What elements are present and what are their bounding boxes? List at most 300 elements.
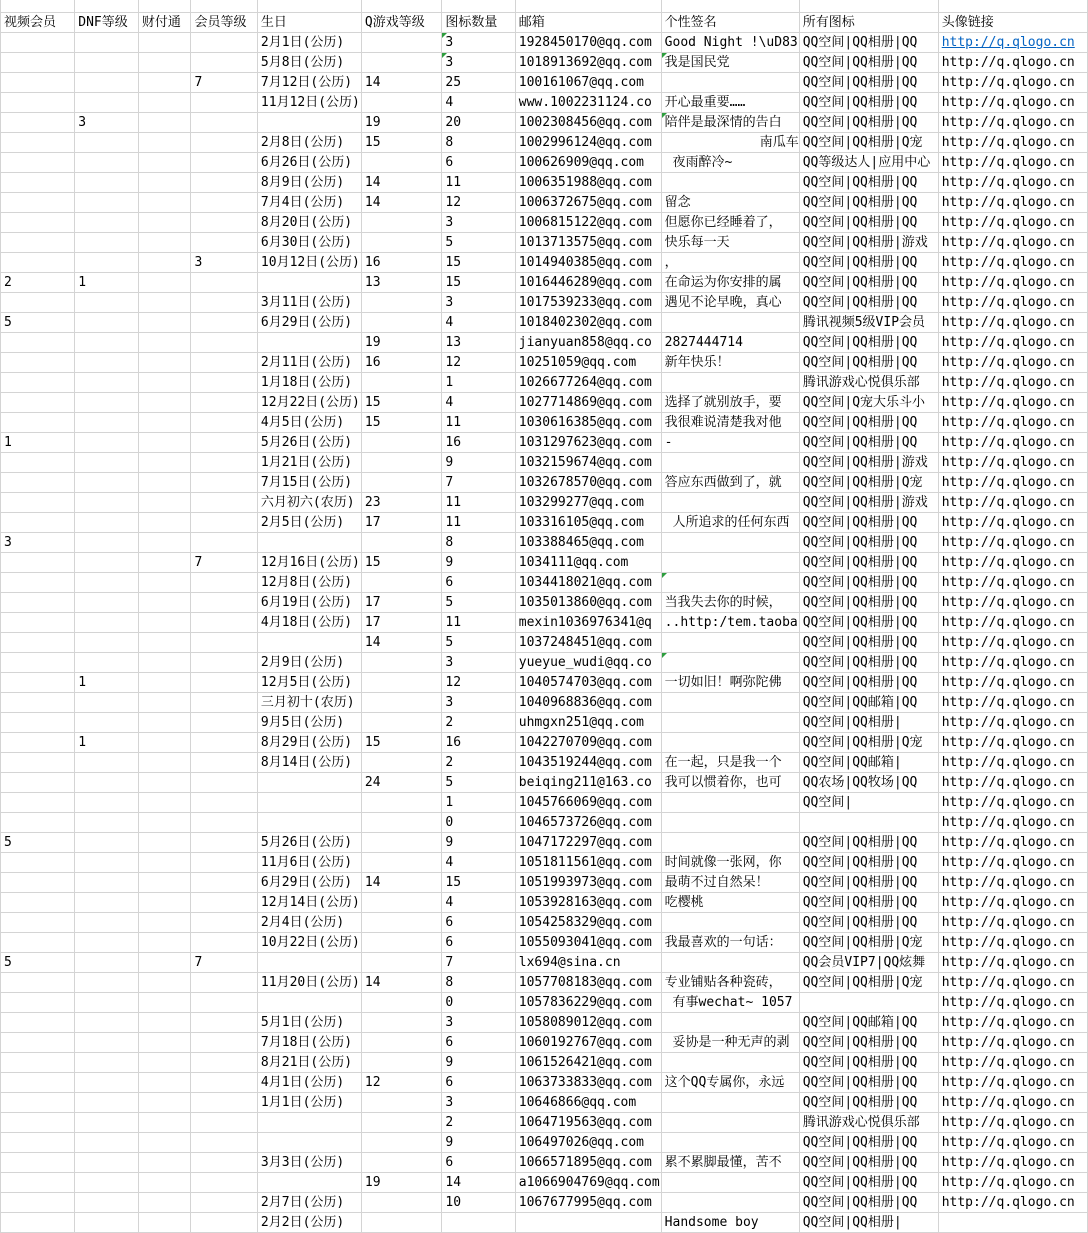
cell-vip_level[interactable] bbox=[191, 212, 257, 232]
cell-vip_level[interactable] bbox=[191, 312, 257, 332]
cell-email[interactable]: 1006372675@qq.com bbox=[515, 192, 661, 212]
cell-video_vip[interactable] bbox=[1, 792, 75, 812]
cell-birthday[interactable]: 12月8日(公历) bbox=[257, 572, 361, 592]
cell-signature[interactable] bbox=[661, 712, 799, 732]
cell-qgame_level[interactable] bbox=[361, 472, 442, 492]
cell-signature[interactable]: - bbox=[661, 432, 799, 452]
cell-vip_level[interactable] bbox=[191, 712, 257, 732]
cell-avatar_link[interactable]: http://q.qlogo.cn bbox=[938, 552, 1087, 572]
cell-qgame_level[interactable] bbox=[361, 532, 442, 552]
cell-dnf_level[interactable] bbox=[75, 52, 139, 72]
cell-icon_count[interactable]: 3 bbox=[442, 52, 515, 72]
cell-icon_count[interactable]: 3 bbox=[442, 32, 515, 52]
cell-video_vip[interactable] bbox=[1, 1012, 75, 1032]
cell-vip_level[interactable] bbox=[191, 1032, 257, 1052]
cell-video_vip[interactable] bbox=[1, 552, 75, 572]
cell-avatar_link[interactable]: http://q.qlogo.cn bbox=[938, 1152, 1087, 1172]
cell-birthday[interactable]: 1月1日(公历) bbox=[257, 1092, 361, 1112]
cell-avatar_link[interactable]: http://q.qlogo.cn bbox=[938, 592, 1087, 612]
cell-dnf_level[interactable] bbox=[75, 992, 139, 1012]
cell-qgame_level[interactable] bbox=[361, 212, 442, 232]
cell-icon_count[interactable]: 6 bbox=[442, 572, 515, 592]
cell-signature[interactable] bbox=[661, 72, 799, 92]
cell-video_vip[interactable]: 2 bbox=[1, 272, 75, 292]
cell-signature[interactable]: 我最喜欢的一句话： bbox=[661, 932, 799, 952]
cell-avatar_link[interactable]: http://q.qlogo.cn bbox=[938, 912, 1087, 932]
cell-email[interactable]: 1032159674@qq.com bbox=[515, 452, 661, 472]
cell-email[interactable]: 1013713575@qq.com bbox=[515, 232, 661, 252]
cell-signature[interactable] bbox=[661, 912, 799, 932]
cell-avatar_link[interactable]: http://q.qlogo.cn bbox=[938, 952, 1087, 972]
cell-avatar_link[interactable]: http://q.qlogo.cn bbox=[938, 792, 1087, 812]
cell-dnf_level[interactable] bbox=[75, 852, 139, 872]
cell-dnf_level[interactable] bbox=[75, 172, 139, 192]
cell-signature[interactable] bbox=[661, 632, 799, 652]
cell-icon_count[interactable]: 9 bbox=[442, 832, 515, 852]
cell-vip_level[interactable] bbox=[191, 132, 257, 152]
cell-dnf_level[interactable] bbox=[75, 972, 139, 992]
cell-tenpay[interactable] bbox=[138, 312, 191, 332]
cell-signature[interactable]: 夜雨醉冷~ bbox=[661, 152, 799, 172]
cell-vip_level[interactable] bbox=[191, 732, 257, 752]
cell-video_vip[interactable] bbox=[1, 1092, 75, 1112]
cell-icon_count[interactable]: 11 bbox=[442, 412, 515, 432]
cell-qgame_level[interactable] bbox=[361, 852, 442, 872]
cell-tenpay[interactable] bbox=[138, 272, 191, 292]
cell-vip_level[interactable] bbox=[191, 812, 257, 832]
cell-signature[interactable]: 我是国民党 bbox=[661, 52, 799, 72]
cell-all_icons[interactable]: QQ空间|QQ邮箱|QQ bbox=[799, 692, 938, 712]
cell-video_vip[interactable] bbox=[1, 892, 75, 912]
cell-all_icons[interactable]: QQ空间|QQ相册|QQ bbox=[799, 1152, 938, 1172]
cell-all_icons[interactable]: QQ等级达人|应用中心 bbox=[799, 152, 938, 172]
header-vip_level[interactable]: 会员等级 bbox=[191, 12, 257, 32]
cell-email[interactable]: 1034111@qq.com bbox=[515, 552, 661, 572]
cell-dnf_level[interactable] bbox=[75, 92, 139, 112]
cell-tenpay[interactable] bbox=[138, 292, 191, 312]
empty-cell[interactable] bbox=[138, 0, 191, 12]
cell-tenpay[interactable] bbox=[138, 532, 191, 552]
cell-video_vip[interactable]: 3 bbox=[1, 532, 75, 552]
cell-all_icons[interactable]: QQ空间|QQ相册|QQ bbox=[799, 252, 938, 272]
cell-birthday[interactable]: 2月5日(公历) bbox=[257, 512, 361, 532]
cell-avatar_link[interactable]: http://q.qlogo.cn bbox=[938, 1112, 1087, 1132]
empty-cell[interactable] bbox=[515, 0, 661, 12]
cell-dnf_level[interactable] bbox=[75, 1112, 139, 1132]
cell-all_icons[interactable]: QQ空间|QQ相册|游戏 bbox=[799, 492, 938, 512]
cell-birthday[interactable]: 7月15日(公历) bbox=[257, 472, 361, 492]
cell-all_icons[interactable]: QQ空间|QQ相册|QQ bbox=[799, 532, 938, 552]
cell-vip_level[interactable] bbox=[191, 152, 257, 172]
cell-avatar_link[interactable]: http://q.qlogo.cn bbox=[938, 1092, 1087, 1112]
cell-dnf_level[interactable] bbox=[75, 712, 139, 732]
cell-tenpay[interactable] bbox=[138, 812, 191, 832]
cell-birthday[interactable]: 2月7日(公历) bbox=[257, 1192, 361, 1212]
cell-video_vip[interactable] bbox=[1, 292, 75, 312]
cell-email[interactable] bbox=[515, 1212, 661, 1232]
cell-dnf_level[interactable] bbox=[75, 392, 139, 412]
cell-video_vip[interactable] bbox=[1, 32, 75, 52]
cell-avatar_link[interactable]: http://q.qlogo.cn bbox=[938, 92, 1087, 112]
cell-avatar_link[interactable]: http://q.qlogo.cn bbox=[938, 72, 1087, 92]
cell-vip_level[interactable] bbox=[191, 32, 257, 52]
cell-signature[interactable] bbox=[661, 1092, 799, 1112]
cell-dnf_level[interactable] bbox=[75, 1172, 139, 1192]
cell-icon_count[interactable]: 12 bbox=[442, 192, 515, 212]
cell-qgame_level[interactable] bbox=[361, 32, 442, 52]
cell-vip_level[interactable] bbox=[191, 232, 257, 252]
cell-avatar_link[interactable]: http://q.qlogo.cn bbox=[938, 332, 1087, 352]
cell-avatar_link[interactable]: http://q.qlogo.cn bbox=[938, 132, 1087, 152]
cell-all_icons[interactable]: QQ空间|QQ相册|QQ bbox=[799, 892, 938, 912]
cell-email[interactable]: 1067677995@qq.com bbox=[515, 1192, 661, 1212]
cell-signature[interactable]: 答应东西做到了，就 bbox=[661, 472, 799, 492]
cell-tenpay[interactable] bbox=[138, 152, 191, 172]
cell-video_vip[interactable]: 1 bbox=[1, 432, 75, 452]
cell-all_icons[interactable] bbox=[799, 812, 938, 832]
cell-video_vip[interactable] bbox=[1, 52, 75, 72]
cell-email[interactable]: 1032678570@qq.com bbox=[515, 472, 661, 492]
cell-tenpay[interactable] bbox=[138, 712, 191, 732]
cell-video_vip[interactable] bbox=[1, 672, 75, 692]
cell-video_vip[interactable] bbox=[1, 192, 75, 212]
cell-dnf_level[interactable]: 3 bbox=[75, 112, 139, 132]
cell-tenpay[interactable] bbox=[138, 72, 191, 92]
cell-avatar_link[interactable]: http://q.qlogo.cn bbox=[938, 732, 1087, 752]
cell-email[interactable]: 10646866@qq.com bbox=[515, 1092, 661, 1112]
cell-icon_count[interactable]: 4 bbox=[442, 392, 515, 412]
cell-birthday[interactable] bbox=[257, 1132, 361, 1152]
header-avatar_link[interactable]: 头像链接 bbox=[938, 12, 1087, 32]
cell-email[interactable]: 1002996124@qq.com bbox=[515, 132, 661, 152]
cell-tenpay[interactable] bbox=[138, 472, 191, 492]
cell-all_icons[interactable]: QQ空间|QQ相册|QQ bbox=[799, 272, 938, 292]
cell-video_vip[interactable] bbox=[1, 992, 75, 1012]
cell-signature[interactable] bbox=[661, 572, 799, 592]
cell-vip_level[interactable] bbox=[191, 392, 257, 412]
cell-all_icons[interactable]: QQ空间|QQ相册|QQ bbox=[799, 112, 938, 132]
cell-video_vip[interactable]: 5 bbox=[1, 952, 75, 972]
cell-all_icons[interactable]: QQ空间|QQ相册|QQ bbox=[799, 32, 938, 52]
cell-avatar_link[interactable]: http://q.qlogo.cn bbox=[938, 632, 1087, 652]
cell-qgame_level[interactable] bbox=[361, 92, 442, 112]
cell-qgame_level[interactable] bbox=[361, 232, 442, 252]
cell-icon_count[interactable]: 2 bbox=[442, 1112, 515, 1132]
cell-birthday[interactable] bbox=[257, 1112, 361, 1132]
cell-birthday[interactable]: 5月26日(公历) bbox=[257, 832, 361, 852]
cell-vip_level[interactable] bbox=[191, 52, 257, 72]
cell-video_vip[interactable] bbox=[1, 472, 75, 492]
cell-birthday[interactable] bbox=[257, 952, 361, 972]
cell-qgame_level[interactable] bbox=[361, 1092, 442, 1112]
cell-birthday[interactable]: 4月18日(公历) bbox=[257, 612, 361, 632]
cell-all_icons[interactable] bbox=[799, 992, 938, 1012]
cell-all_icons[interactable]: QQ空间|QQ相册|QQ bbox=[799, 652, 938, 672]
cell-dnf_level[interactable] bbox=[75, 492, 139, 512]
cell-video_vip[interactable] bbox=[1, 592, 75, 612]
cell-signature[interactable]: 这个QQ专属你，永远 bbox=[661, 1072, 799, 1092]
cell-avatar_link[interactable]: http://q.qlogo.cn bbox=[938, 372, 1087, 392]
cell-dnf_level[interactable] bbox=[75, 612, 139, 632]
cell-icon_count[interactable]: 13 bbox=[442, 332, 515, 352]
cell-birthday[interactable]: 11月6日(公历) bbox=[257, 852, 361, 872]
cell-qgame_level[interactable] bbox=[361, 432, 442, 452]
cell-qgame_level[interactable]: 17 bbox=[361, 612, 442, 632]
cell-qgame_level[interactable] bbox=[361, 712, 442, 732]
cell-video_vip[interactable] bbox=[1, 152, 75, 172]
cell-video_vip[interactable] bbox=[1, 232, 75, 252]
cell-dnf_level[interactable] bbox=[75, 452, 139, 472]
cell-vip_level[interactable] bbox=[191, 1212, 257, 1232]
cell-avatar_link[interactable]: http://q.qlogo.cn bbox=[938, 672, 1087, 692]
cell-icon_count[interactable]: 11 bbox=[442, 172, 515, 192]
cell-email[interactable]: mexin1036976341@q bbox=[515, 612, 661, 632]
cell-video_vip[interactable] bbox=[1, 1192, 75, 1212]
cell-signature[interactable]: 我很难说清楚我对他 bbox=[661, 412, 799, 432]
cell-email[interactable]: 1053928163@qq.com bbox=[515, 892, 661, 912]
cell-video_vip[interactable] bbox=[1, 692, 75, 712]
cell-icon_count[interactable]: 2 bbox=[442, 712, 515, 732]
cell-icon_count[interactable]: 7 bbox=[442, 952, 515, 972]
cell-email[interactable]: 1018402302@qq.com bbox=[515, 312, 661, 332]
cell-tenpay[interactable] bbox=[138, 652, 191, 672]
cell-all_icons[interactable]: QQ空间|QQ相册|Q宠 bbox=[799, 472, 938, 492]
cell-dnf_level[interactable] bbox=[75, 532, 139, 552]
cell-tenpay[interactable] bbox=[138, 792, 191, 812]
cell-vip_level[interactable] bbox=[191, 1072, 257, 1092]
cell-avatar_link[interactable]: http://q.qlogo.cn bbox=[938, 192, 1087, 212]
cell-signature[interactable]: 选择了就别放手，要 bbox=[661, 392, 799, 412]
cell-avatar_link[interactable]: http://q.qlogo.cn bbox=[938, 532, 1087, 552]
cell-email[interactable]: 1045766069@qq.com bbox=[515, 792, 661, 812]
cell-video_vip[interactable] bbox=[1, 1112, 75, 1132]
cell-icon_count[interactable]: 5 bbox=[442, 772, 515, 792]
cell-birthday[interactable]: 6月29日(公历) bbox=[257, 312, 361, 332]
cell-qgame_level[interactable]: 12 bbox=[361, 1072, 442, 1092]
cell-video_vip[interactable] bbox=[1, 1072, 75, 1092]
cell-all_icons[interactable]: QQ空间|QQ相册|Q宠 bbox=[799, 932, 938, 952]
cell-avatar_link[interactable]: http://q.qlogo.cn bbox=[938, 692, 1087, 712]
empty-cell[interactable] bbox=[442, 0, 515, 12]
cell-dnf_level[interactable]: 1 bbox=[75, 272, 139, 292]
cell-icon_count[interactable]: 8 bbox=[442, 972, 515, 992]
cell-signature[interactable]: 开心最重要…… bbox=[661, 92, 799, 112]
cell-all_icons[interactable]: QQ空间|QQ相册|QQ bbox=[799, 1092, 938, 1112]
cell-qgame_level[interactable] bbox=[361, 892, 442, 912]
cell-tenpay[interactable] bbox=[138, 412, 191, 432]
cell-email[interactable]: a1066904769@qq.com bbox=[515, 1172, 661, 1192]
cell-email[interactable]: 1042270709@qq.com bbox=[515, 732, 661, 752]
cell-birthday[interactable]: 2月11日(公历) bbox=[257, 352, 361, 372]
cell-icon_count[interactable]: 15 bbox=[442, 272, 515, 292]
cell-birthday[interactable]: 7月12日(公历) bbox=[257, 72, 361, 92]
cell-signature[interactable]: 遇见不论早晚，真心 bbox=[661, 292, 799, 312]
cell-signature[interactable] bbox=[661, 952, 799, 972]
cell-tenpay[interactable] bbox=[138, 952, 191, 972]
cell-avatar_link[interactable]: http://q.qlogo.cn bbox=[938, 292, 1087, 312]
cell-tenpay[interactable] bbox=[138, 852, 191, 872]
cell-icon_count[interactable]: 3 bbox=[442, 1092, 515, 1112]
cell-video_vip[interactable] bbox=[1, 752, 75, 772]
cell-video_vip[interactable] bbox=[1, 772, 75, 792]
header-qgame_level[interactable]: Q游戏等级 bbox=[361, 12, 442, 32]
cell-dnf_level[interactable]: 1 bbox=[75, 672, 139, 692]
cell-all_icons[interactable]: QQ空间|QQ相册|QQ bbox=[799, 1032, 938, 1052]
cell-email[interactable]: beiqing211@163.co bbox=[515, 772, 661, 792]
cell-birthday[interactable]: 11月20日(公历) bbox=[257, 972, 361, 992]
cell-video_vip[interactable] bbox=[1, 812, 75, 832]
cell-avatar_link[interactable]: http://q.qlogo.cn bbox=[938, 932, 1087, 952]
cell-signature[interactable] bbox=[661, 1052, 799, 1072]
cell-dnf_level[interactable] bbox=[75, 772, 139, 792]
cell-vip_level[interactable] bbox=[191, 272, 257, 292]
cell-email[interactable]: 1064719563@qq.com bbox=[515, 1112, 661, 1132]
cell-dnf_level[interactable] bbox=[75, 252, 139, 272]
cell-signature[interactable]: ， bbox=[661, 252, 799, 272]
cell-signature[interactable]: 在一起，只是我一个 bbox=[661, 752, 799, 772]
cell-tenpay[interactable] bbox=[138, 192, 191, 212]
cell-vip_level[interactable] bbox=[191, 412, 257, 432]
cell-dnf_level[interactable] bbox=[75, 592, 139, 612]
cell-icon_count[interactable]: 0 bbox=[442, 812, 515, 832]
cell-all_icons[interactable]: QQ空间|QQ相册|QQ bbox=[799, 1132, 938, 1152]
cell-vip_level[interactable] bbox=[191, 1152, 257, 1172]
cell-email[interactable]: uhmgxn251@qq.com bbox=[515, 712, 661, 732]
empty-cell[interactable] bbox=[1, 0, 75, 12]
cell-vip_level[interactable] bbox=[191, 512, 257, 532]
cell-dnf_level[interactable] bbox=[75, 1032, 139, 1052]
cell-all_icons[interactable]: 腾讯游戏心悦俱乐部 bbox=[799, 372, 938, 392]
cell-video_vip[interactable] bbox=[1, 352, 75, 372]
cell-birthday[interactable]: 2月9日(公历) bbox=[257, 652, 361, 672]
cell-tenpay[interactable] bbox=[138, 892, 191, 912]
cell-signature[interactable] bbox=[661, 552, 799, 572]
cell-avatar_link[interactable]: http://q.qlogo.cn bbox=[938, 1192, 1087, 1212]
cell-all_icons[interactable]: QQ空间|QQ邮箱| bbox=[799, 752, 938, 772]
cell-tenpay[interactable] bbox=[138, 1152, 191, 1172]
cell-signature[interactable]: 2827444714 bbox=[661, 332, 799, 352]
cell-birthday[interactable] bbox=[257, 532, 361, 552]
cell-all_icons[interactable]: QQ空间|QQ相册|Q宠 bbox=[799, 132, 938, 152]
cell-signature[interactable]: Good Night !\uD83 bbox=[661, 32, 799, 52]
cell-dnf_level[interactable] bbox=[75, 432, 139, 452]
cell-avatar_link[interactable]: http://q.qlogo.cn bbox=[938, 312, 1087, 332]
cell-dnf_level[interactable] bbox=[75, 192, 139, 212]
cell-qgame_level[interactable] bbox=[361, 572, 442, 592]
cell-tenpay[interactable] bbox=[138, 512, 191, 532]
cell-all_icons[interactable]: QQ空间|QQ相册|QQ bbox=[799, 672, 938, 692]
cell-video_vip[interactable] bbox=[1, 252, 75, 272]
cell-qgame_level[interactable]: 15 bbox=[361, 552, 442, 572]
header-birthday[interactable]: 生日 bbox=[257, 12, 361, 32]
cell-tenpay[interactable] bbox=[138, 932, 191, 952]
cell-email[interactable]: 103316105@qq.com bbox=[515, 512, 661, 532]
cell-tenpay[interactable] bbox=[138, 692, 191, 712]
cell-qgame_level[interactable]: 15 bbox=[361, 392, 442, 412]
cell-avatar_link[interactable]: http://q.qlogo.cn bbox=[938, 1012, 1087, 1032]
cell-dnf_level[interactable] bbox=[75, 1192, 139, 1212]
cell-email[interactable]: 1058089012@qq.com bbox=[515, 1012, 661, 1032]
cell-qgame_level[interactable] bbox=[361, 152, 442, 172]
cell-vip_level[interactable] bbox=[191, 1092, 257, 1112]
cell-dnf_level[interactable] bbox=[75, 372, 139, 392]
cell-signature[interactable]: Handsome boy bbox=[661, 1212, 799, 1232]
cell-icon_count[interactable]: 9 bbox=[442, 552, 515, 572]
cell-icon_count[interactable]: 15 bbox=[442, 872, 515, 892]
cell-birthday[interactable]: 10月12日(公历) bbox=[257, 252, 361, 272]
cell-video_vip[interactable] bbox=[1, 712, 75, 732]
cell-qgame_level[interactable]: 15 bbox=[361, 132, 442, 152]
cell-avatar_link[interactable]: http://q.qlogo.cn bbox=[938, 612, 1087, 632]
cell-birthday[interactable]: 7月18日(公历) bbox=[257, 1032, 361, 1052]
cell-qgame_level[interactable]: 23 bbox=[361, 492, 442, 512]
cell-signature[interactable] bbox=[661, 452, 799, 472]
cell-email[interactable]: 100161067@qq.com bbox=[515, 72, 661, 92]
cell-qgame_level[interactable] bbox=[361, 1212, 442, 1232]
cell-all_icons[interactable]: QQ空间|QQ相册|QQ bbox=[799, 352, 938, 372]
cell-all_icons[interactable]: QQ空间|QQ相册|游戏 bbox=[799, 452, 938, 472]
cell-signature[interactable] bbox=[661, 172, 799, 192]
cell-all_icons[interactable]: QQ空间|Q宠大乐斗小 bbox=[799, 392, 938, 412]
cell-email[interactable]: 1061526421@qq.com bbox=[515, 1052, 661, 1072]
cell-dnf_level[interactable] bbox=[75, 812, 139, 832]
cell-qgame_level[interactable]: 13 bbox=[361, 272, 442, 292]
cell-video_vip[interactable] bbox=[1, 212, 75, 232]
cell-signature[interactable]: 我可以惯着你，也可 bbox=[661, 772, 799, 792]
cell-dnf_level[interactable] bbox=[75, 312, 139, 332]
cell-birthday[interactable] bbox=[257, 632, 361, 652]
cell-dnf_level[interactable] bbox=[75, 232, 139, 252]
cell-qgame_level[interactable]: 16 bbox=[361, 352, 442, 372]
cell-tenpay[interactable] bbox=[138, 632, 191, 652]
empty-cell[interactable] bbox=[799, 0, 938, 12]
cell-vip_level[interactable] bbox=[191, 752, 257, 772]
cell-birthday[interactable] bbox=[257, 992, 361, 1012]
cell-signature[interactable]: 当我失去你的时候， bbox=[661, 592, 799, 612]
cell-avatar_link[interactable]: http://q.qlogo.cn bbox=[938, 892, 1087, 912]
cell-avatar_link[interactable]: http://q.qlogo.cn bbox=[938, 712, 1087, 732]
cell-video_vip[interactable] bbox=[1, 932, 75, 952]
cell-dnf_level[interactable]: 1 bbox=[75, 732, 139, 752]
cell-email[interactable]: 1027714869@qq.com bbox=[515, 392, 661, 412]
cell-video_vip[interactable] bbox=[1, 872, 75, 892]
header-dnf_level[interactable]: DNF等级 bbox=[75, 12, 139, 32]
cell-qgame_level[interactable] bbox=[361, 672, 442, 692]
cell-avatar_link[interactable]: http://q.qlogo.cn bbox=[938, 232, 1087, 252]
cell-vip_level[interactable] bbox=[191, 932, 257, 952]
cell-qgame_level[interactable]: 15 bbox=[361, 412, 442, 432]
cell-dnf_level[interactable] bbox=[75, 932, 139, 952]
cell-video_vip[interactable]: 5 bbox=[1, 312, 75, 332]
cell-qgame_level[interactable]: 17 bbox=[361, 592, 442, 612]
cell-video_vip[interactable] bbox=[1, 512, 75, 532]
cell-avatar_link[interactable]: http://q.qlogo.cn bbox=[938, 112, 1087, 132]
cell-dnf_level[interactable] bbox=[75, 292, 139, 312]
cell-tenpay[interactable] bbox=[138, 552, 191, 572]
cell-qgame_level[interactable] bbox=[361, 952, 442, 972]
cell-avatar_link[interactable] bbox=[938, 1212, 1087, 1232]
cell-tenpay[interactable] bbox=[138, 1192, 191, 1212]
cell-qgame_level[interactable] bbox=[361, 1032, 442, 1052]
cell-email[interactable]: 1054258329@qq.com bbox=[515, 912, 661, 932]
cell-tenpay[interactable] bbox=[138, 832, 191, 852]
cell-video_vip[interactable] bbox=[1, 92, 75, 112]
cell-dnf_level[interactable] bbox=[75, 1092, 139, 1112]
cell-birthday[interactable]: 2月1日(公历) bbox=[257, 32, 361, 52]
cell-all_icons[interactable]: QQ空间|QQ相册|QQ bbox=[799, 872, 938, 892]
cell-email[interactable]: lx694@sina.cn bbox=[515, 952, 661, 972]
cell-birthday[interactable]: 9月5日(公历) bbox=[257, 712, 361, 732]
